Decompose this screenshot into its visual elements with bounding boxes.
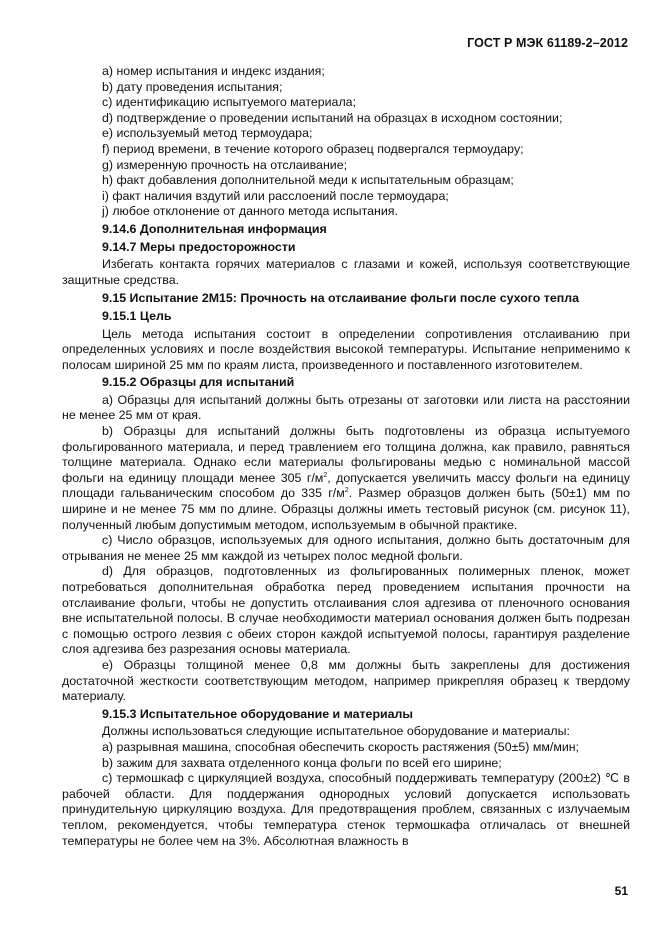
section-heading-9-15-3: 9.15.3 Испытательное оборудование и материалы <box>102 706 413 721</box>
section-heading-9-15-1: 9.15.1 Цель <box>102 308 172 323</box>
list-item: j) любое отклонение от данного метода испытания. <box>102 204 398 219</box>
list-item: f) период времени, в течение которого образец подвергался термоудару; <box>102 141 524 156</box>
paragraph-purpose: Цель метода испытания состоит в определении сопротивления отслаиванию при определенных условиях и после воздействия высокой температуры. Испытание неприменимо к полосам шириной 25 мм по краям листа, произведенного и поставленного изготовителем. <box>62 326 630 372</box>
document-header: ГОСТ Р МЭК 61189-2–2012 <box>467 36 628 50</box>
list-item: a) номер испытания и индекс издания; <box>102 64 325 78</box>
section-heading-9-15-2: 9.15.2 Образцы для испытаний <box>102 375 295 390</box>
document-body <box>62 64 630 849</box>
superscript: 2 <box>323 471 328 479</box>
paragraph-item-d: d) Для образцов, подготовленных из фольгированных полимерных пленок, может потребоваться дополнительная обработка перед проведением испытания прочности на отслаивание фольги, чтобы не допустить отслаивания слоя адгезива от пленочного основания вне испытательной полосы. В случае необходимости материал основания должен быть подрезан с помощью острого лезвия с обеих сторон каждой испытуемой полосы, гарантируя разделение слоя адгезива без разрезания основы материала. <box>62 564 630 657</box>
superscript: 2 <box>344 487 349 495</box>
section-heading-9-15: 9.15 Испытание 2М15: Прочность на отслаивание фольги после сухого тепла <box>102 291 580 306</box>
report-items-list <box>62 64 630 220</box>
text-run: , допускается увеличить массу фольги на единицу площади гальваническим способом до 335 г/м <box>62 470 630 501</box>
page-number: 51 <box>614 884 628 898</box>
list-item: h) факт добавления дополнительной меди к испытательным образцам; <box>102 173 514 188</box>
paragraph-item-oven: c) термошкаф с циркуляцией воздуха, способный поддерживать температуру (200±2) ℃ в рабочей области. Для поддержания однородных условий допускается использовать принудительную циркуляцию воздуха. Для предотвращения проблем, связанных с излучаемым теплом, рекомендуется, чтобы температура стенок термошкафа отличалась от внешней температуры не более чем на 3%. Абсолютная влажность в <box>62 771 630 848</box>
paragraph-item-e: e) Образцы толщиной менее 0,8 мм должны быть закреплены для достижения достаточной жесткости соответствующим методом, например прикрепляя образец к твердому материалу. <box>62 657 630 704</box>
list-item: b) зажим для захвата отделенного конца фольги по всей его ширине; <box>102 755 502 770</box>
list-item: e) используемый метод термоудара; <box>102 126 313 141</box>
text-run: b) Образцы для испытаний должны быть подготовлены из образца испытуемого фольгированного материала, и перед травлением его толщина должна, как правило, равняться толщине материала. Однако если материалы фольгированы медью с номинальной массой фольги на единицу площади менее 305 г/м <box>62 424 630 485</box>
section-heading-9-14-6: 9.14.6 Дополнительная информация <box>102 221 327 236</box>
paragraph-item-b <box>62 424 630 533</box>
paragraph-item-a: а) Образцы для испытаний должны быть отрезаны от заготовки или листа на расстоянии не менее 25 мм от края. <box>62 392 630 423</box>
list-item: i) факт наличия вздутий или расслоений после термоудара; <box>102 188 449 203</box>
paragraph-precautions: Избегать контакта горячих материалов с глазами и кожей, используя соответствующие защитные средства. <box>62 257 630 287</box>
section-heading-9-14-7: 9.14.7 Меры предосторожности <box>102 239 296 254</box>
paragraph-equipment-intro: Должны использоваться следующие испытательное оборудование и материалы: <box>102 724 571 739</box>
paragraph-item-c: c) Число образцов, используемых для одного испытания, должно быть достаточным для отрывания не менее 25 мм каждой из четырех полос медной фольги. <box>62 533 630 563</box>
text-run: . Размер образцов должен быть (50±1) мм по ширине и не менее 75 мм по длине. Образцы должны иметь тестовый рисунок (см. рисунок 11), полученный любым допустимым методом, используемым в обычной практике. <box>62 486 631 532</box>
list-item: d) подтверждение о проведении испытаний на образцах в исходном состоянии; <box>102 110 563 125</box>
list-item: b) дату проведения испытания; <box>102 79 283 94</box>
list-item: g) измеренную прочность на отслаивание; <box>102 157 348 172</box>
list-item: c) идентификацию испытуемого материала; <box>102 95 357 110</box>
list-item: а) разрывная машина, способная обеспечить скорость растяжения (50±5) мм/мин; <box>102 739 580 754</box>
